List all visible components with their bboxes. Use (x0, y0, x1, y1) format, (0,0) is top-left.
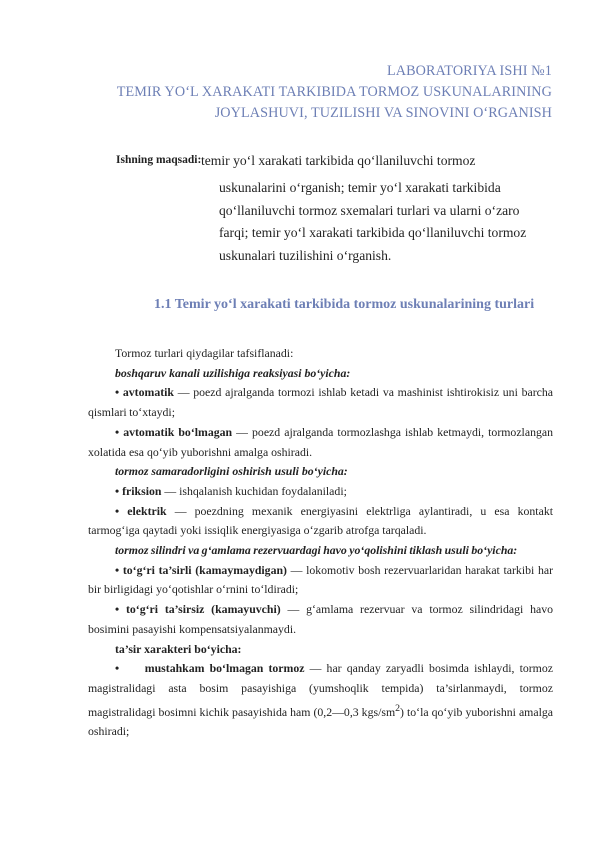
bullet-icon: • (115, 602, 120, 617)
term: mustahkam bo‘lmagan tormoz (144, 661, 305, 676)
definition: — poezdning mexanik energiyasini elektrliga aylantiradi, u esa kontakt tarmog‘iga qaytadi yoki issiqlik energiyasiga o‘zgarib atrofga tarqaladi. (88, 503, 553, 538)
list-item (88, 423, 553, 462)
list-item (88, 561, 553, 600)
term: to‘g‘ri ta’sirsiz (kamayuvchi) (125, 602, 281, 617)
bullet-icon: • (115, 661, 120, 676)
definition: — g‘amlama rezervuar va tormoz silindridagi havo bosimini pasayishi kompensatsiyalanmaydi. (88, 602, 554, 636)
subheading-efficiency: tormoz samaradorligini oshirish usuli bo‘yicha: (115, 464, 348, 479)
list-item (88, 502, 553, 541)
goal-line: farqi; temir yo‘l xarakati tarkibida qo‘llaniluvchi tormoz (219, 225, 527, 240)
subheading-air-loss: tormoz silindri va g‘amlama rezervuardagi havo yo‘qolishini tiklash usuli bo‘yicha: (115, 543, 518, 558)
term: avtomatik bo‘lmagan (123, 424, 233, 439)
section-title: 1.1 Temir yo‘l xarakati tarkibida tormoz uskunalarining turlari (154, 297, 535, 312)
term: elektrik (127, 503, 167, 518)
definition: — har qanday zaryadli bosimda ishlaydi, tormoz magistralidagi asta bosim pasayishiga (yumshoqlik tempida) ta’sirlanmaydi, tormoz magistralidagi bosimni kichik pasayishida ham (0,2—0,3 kgs/sm (88, 661, 553, 719)
topic-title-line1: TEMIR YO‘L XARAKATI TARKIBIDA TORMOZ USKUNALARINING (116, 84, 552, 100)
list-item (88, 600, 553, 639)
goal-line: qo‘llaniluvchi tormoz sxemalari turlari va ularni o‘zaro (219, 202, 520, 218)
term: friksion (122, 483, 162, 498)
subheading-action-type: ta’sir xarakteri bo‘yicha: (115, 641, 242, 656)
goal-line: uskunalari tuzilishini o‘rganish. (219, 247, 392, 263)
bullet-icon: • (115, 562, 120, 577)
body-text (88, 344, 553, 742)
lab-title: LABORATORIYA ISHI №1 (386, 63, 552, 79)
definition: — poezd ajralganda tormozi ishlab ketadi va mashinist ishtirokisiz uni barcha qismlari to‘xtaydi; (88, 385, 553, 420)
bullet-icon: • (115, 385, 120, 400)
list-item (88, 482, 553, 502)
topic-title-line2: JOYLASHUVI, TUZILISHI VA SINOVINI O‘RGANISH (214, 105, 552, 121)
definition-end: ) to‘la qo‘yib yuborishni amalga oshiradi; (88, 704, 554, 739)
definition: — poezd ajralganda tormozlashga ishlab ketmaydi, tormozlangan xolatida esa qo‘yib yuborishni amalga oshiradi. (88, 424, 554, 459)
definition: — lokomotiv bosh rezervuarlaridan harakat tarkibi har bir birligidagi yo‘qotishlar o‘rnini to‘ldiradi; (88, 562, 554, 597)
term: to‘g‘ri ta’sirli (kamaymaydigan) (122, 562, 287, 577)
bullet-icon: • (115, 424, 120, 439)
goal-label: Ishning maqsadi: (116, 154, 202, 166)
goal-text (219, 177, 559, 267)
definition: — ishqalanish kuchidan foydalaniladi; (161, 483, 347, 498)
list-item (88, 659, 553, 742)
list-item (88, 383, 553, 422)
bullet-icon: • (115, 483, 120, 498)
superscript: 2 (395, 702, 401, 714)
goal-text-first: temir yo‘l xarakati tarkibida qo‘llaniluvchi tormoz (201, 153, 476, 168)
subheading-control-channel: boshqaruv kanali uzilishiga reaksiyasi bo‘yicha: (115, 365, 351, 380)
bullet-icon: • (115, 503, 120, 518)
intro-paragraph: Tormoz turlari qiydagilar tafsiflanadi: (115, 346, 294, 360)
term: avtomatik (122, 385, 174, 400)
goal-line: uskunalarini o‘rganish; temir yo‘l xarakati tarkibida (219, 180, 501, 195)
